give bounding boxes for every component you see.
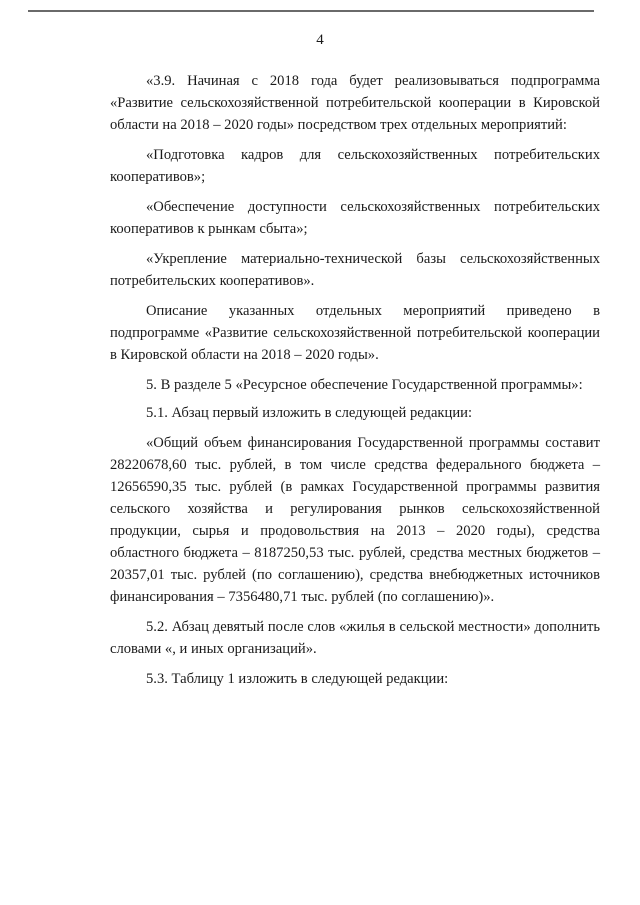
paragraph-section-5: 5. В разделе 5 «Ресурсное обеспечение Государственной программы»: <box>146 377 583 393</box>
paragraph-measure-infrastructure: «Укрепление материально-технической базы сельскохозяйственных потребительских кооперативов». <box>110 251 600 289</box>
paragraph-3-9-intro: «3.9. Начиная с 2018 года будет реализовываться подпрограмма «Развитие сельскохозяйственной потребительской кооперации в Кировской области на 2018 – 2020 годы» посредством трех отдельных мероприятий: <box>110 73 600 133</box>
document-body <box>110 70 600 698</box>
paragraph-5-3: 5.3. Таблицу 1 изложить в следующей редакции: <box>146 671 449 687</box>
top-edge-line <box>28 10 594 12</box>
paragraph-5-2: 5.2. Абзац девятый после слов «жилья в сельской местности» дополнить словами «, и иных организаций». <box>110 619 600 657</box>
paragraph-5-1: 5.1. Абзац первый изложить в следующей редакции: <box>146 405 473 421</box>
paragraph-funding-total: «Общий объем финансирования Государственной программы составит 28220678,60 тыс. рублей, в том числе средства федерального бюджета – 12656590,35 тыс. рублей (в рамках Государственной программы развития сельского хозяйства и регулирования рынков сельскохозяйственной продукции, сырья и продовольствия на 2013 – 2020 годы), средства областного бюджета – 8187250,53 тыс. рублей, средства местных бюджетов – 20357,01 тыс. рублей (по соглашению), средства внебюджетных источников финансирования – 7356480,71 тыс. рублей (по соглашению)». <box>110 435 600 605</box>
page-number: 4 <box>316 32 324 48</box>
paragraph-description-reference: Описание указанных отдельных мероприятий приведено в подпрограмме «Развитие сельскохозяйственной потребительской кооперации в Кировской области на 2018 – 2020 годы». <box>110 303 600 363</box>
paragraph-measure-training: «Подготовка кадров для сельскохозяйственных потребительских кооперативов»; <box>110 147 600 185</box>
paragraph-measure-market-access: «Обеспечение доступности сельскохозяйственных потребительских кооперативов к рынкам сбыта»; <box>110 199 600 237</box>
